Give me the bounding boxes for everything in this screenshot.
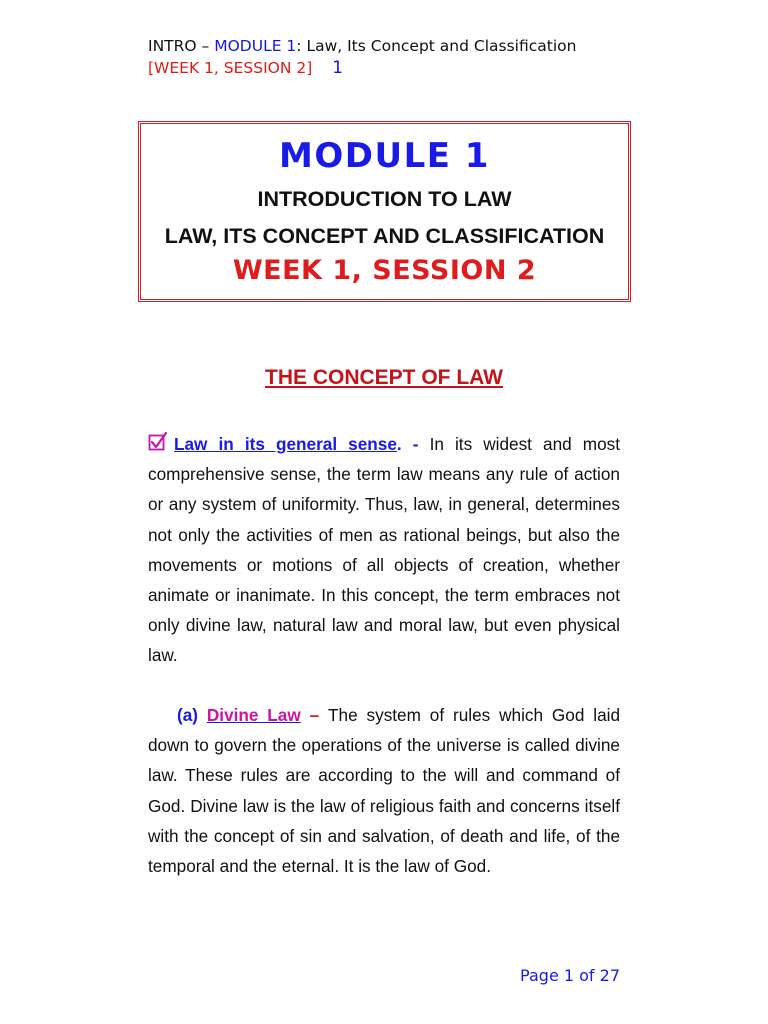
paragraph-general-sense-text: In its widest and most comprehensive sense, the term law means any rule of action or any system of uniformity. Thus, law, in general, determines not only the activities of men as rational beings, but also the movements or motions of all objects of creation, whether animate or inanimate. In this concept, the term embraces not only divine law, natural law and moral law, but even physical law. (148, 434, 621, 666)
header-line-2 (148, 57, 576, 79)
term-period: . (396, 434, 402, 454)
paragraph-divine-law (148, 700, 620, 881)
page-footer: Page 1 of 27 (520, 966, 620, 985)
module-week-session: WEEK 1, SESSION 2 (232, 255, 537, 286)
header-module: MODULE 1 (214, 37, 297, 55)
header-line-1 (148, 35, 576, 57)
paragraph-divine-law-text: The system of rules which God laid down to govern the operations of the universe is called divine law. These rules are according to the will and command of God. Divine law is the law of religious faith and concerns itself with the concept of sin and salvation, of death and life, of the temporal and the eternal. It is the law of God. (148, 705, 621, 877)
header-page-number: 1 (332, 58, 344, 78)
term-dash: - (401, 434, 430, 454)
term-divine-law: Divine Law (206, 705, 301, 725)
header-week-session: [WEEK 1, SESSION 2] (148, 59, 313, 77)
module-title: MODULE 1 (279, 136, 490, 176)
term-general-sense: Law in its general sense (174, 434, 397, 454)
header-intro: INTRO – (148, 37, 215, 55)
module-subtitle-intro: INTRODUCTION TO LAW (257, 187, 512, 211)
header-subject: : Law, Its Concept and Classification (296, 37, 577, 55)
paragraph-general-sense (148, 429, 620, 671)
module-title-box (138, 121, 631, 302)
term-dash: – (300, 705, 329, 725)
page-header (148, 35, 576, 79)
list-marker: (a) (177, 705, 199, 725)
section-title: THE CONCEPT OF LAW (265, 366, 503, 389)
module-subtitle-concept: LAW, ITS CONCEPT AND CLASSIFICATION (164, 224, 605, 248)
checked-box-icon (148, 431, 168, 451)
